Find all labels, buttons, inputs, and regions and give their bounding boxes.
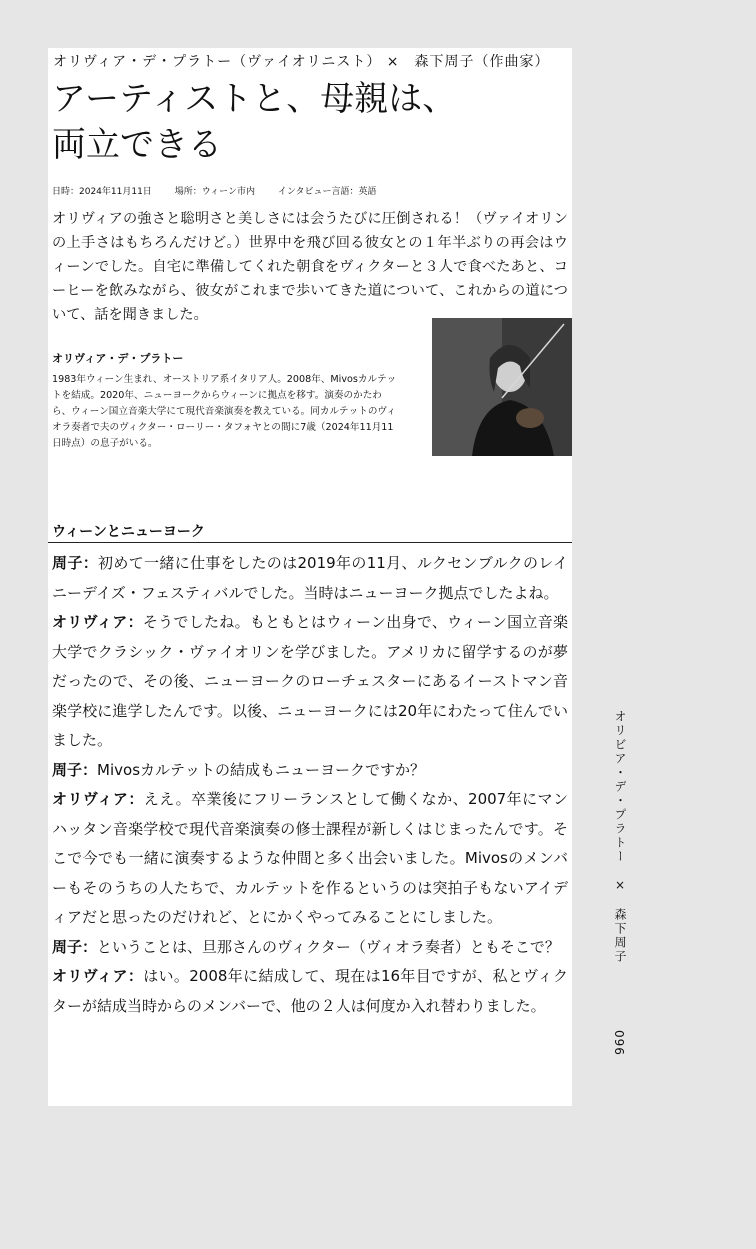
- speaker-separator: ：: [82, 760, 98, 779]
- meta-place: 場所：ウィーン市内: [174, 187, 255, 197]
- portrait-photo: [432, 318, 572, 456]
- running-head: オリビア・デ・プラトー × 森下周子: [613, 710, 627, 964]
- bio-name: オリヴィア・デ・プラトー: [52, 352, 184, 365]
- page-number: 096: [612, 1030, 626, 1056]
- page-title: [52, 76, 456, 168]
- speaker-name: 周子: [52, 554, 83, 572]
- interview-meta: [52, 184, 397, 197]
- speaker-name: 周子: [52, 760, 83, 779]
- title-line-1: アーティストと、母親は、: [52, 79, 457, 119]
- speaker-name: オリヴィア: [52, 790, 129, 808]
- speech-text: ええ。卒業後にフリーランスとして働くなか、2007年にマンハッタン音楽学校で現代音楽演奏の修士課程が新しくはじまったんです。そこで今でも一緒に演奏するような仲間と多く出会いました。Mivosのメンバーもそのうちの人たちで、カルテットを作るというのは突拍子もないアイディアだと思ったのだけれど、とにかくやってみることにしました。: [52, 790, 568, 926]
- speaker-separator: ：: [127, 613, 143, 631]
- speech-text: 初めて一緒に仕事をしたのは2019年の11月、ルクセンブルクのレイニーデイズ・フェスティバルでした。当時はニューヨーク拠点でしたよね。: [52, 554, 568, 602]
- speech-text: はい。2008年に結成して、現在は16年目ですが、私とヴィクターが結成当時からのメンバーで、他の２人は何度か入れ替わりました。: [52, 967, 568, 1015]
- speech-text: ということは、旦那さんのヴィクター（ヴィオラ奏者）ともそこで？: [97, 937, 560, 956]
- speaker-name: オリヴィア: [52, 613, 128, 631]
- intro-paragraph: オリヴィアの強さと聡明さと美しさには会うたびに圧倒される！（ヴァイオリンの上手さはもちろんだけど。）世界中を飛び回る彼女との１年半ぶりの再会はウィーンでした。自宅に準備してくれた朝食をヴィクターと３人で食べたあと、コーヒーを飲みながら、彼女がこれまで歩いてきた道について、これからの道について、話を聞きました。: [52, 211, 568, 323]
- meta-language: インタビュー言語：英語: [277, 187, 377, 197]
- dialogue-turn: [52, 785, 568, 933]
- section-divider: [48, 542, 572, 543]
- speech-text: Mivosカルテットの結成もニューヨークですか？: [97, 760, 426, 779]
- speech-text: そうでしたね。もともとはウィーン出身で、ウィーン国立音楽大学でクラシック・ヴァイオリンを学びました。アメリカに留学するのが夢だったので、その後、ニューヨークのローチェスターにあるイーストマン音楽学校に進学したんです。以後、ニューヨークには20年にわたって住んでいました。: [52, 613, 568, 749]
- dialogue-turn: [52, 549, 568, 608]
- bio-text: 1983年ウィーン生まれ、オーストリア系イタリア人。2008年、Mivosカルテットを結成。2020年、ニューヨークからウィーンに拠点を移す。演奏のかたわら、ウィーン国立音楽大学にて現代音楽演奏を教えている。同カルテットのヴィオラ奏者で夫のヴィクター・ローリー・タフォヤとの間に7歳（2024年11月11日時点）の息子がいる。: [52, 374, 397, 449]
- dialogue: [52, 549, 568, 1021]
- dialogue-turn: [52, 962, 568, 1021]
- dialogue-turn: [52, 756, 568, 786]
- speaker-name: 周子: [52, 937, 83, 956]
- speaker-separator: ：: [128, 790, 144, 808]
- page: [48, 48, 572, 1106]
- byline: オリヴィア・デ・プラトー（ヴァイオリニスト） × 森下周子（作曲家）: [53, 54, 550, 70]
- section-heading: ウィーンとニューヨーク: [52, 524, 205, 540]
- speaker-separator: ：: [82, 937, 98, 956]
- speaker-name: オリヴィア: [52, 967, 128, 985]
- dialogue-turn: [52, 608, 568, 756]
- meta-date: 日時：2024年11月11日: [52, 187, 152, 197]
- speaker-separator: ：: [127, 967, 144, 985]
- dialogue-turn: [52, 933, 568, 963]
- title-line-2: 両立できる: [52, 125, 222, 165]
- speaker-separator: ：: [82, 554, 99, 572]
